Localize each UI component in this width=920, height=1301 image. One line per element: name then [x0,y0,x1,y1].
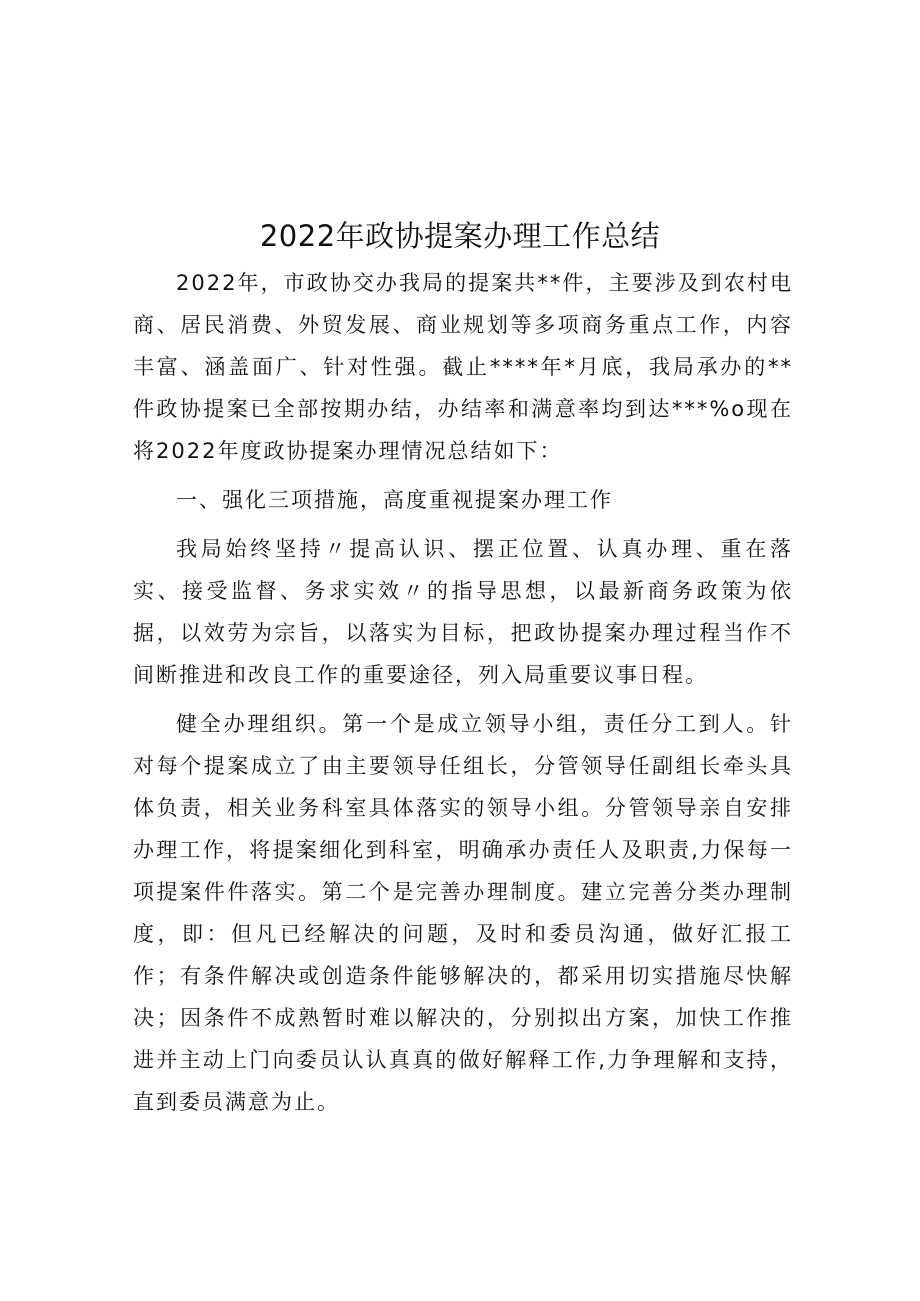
paragraph-spacer [133,521,793,528]
document-body [133,262,793,1123]
paragraph-spacer [133,696,793,703]
document-title: 2022年政协提案办理工作总结 [259,219,661,253]
intro-paragraph: 2022年，市政协交办我局的提案共**件，主要涉及到农村电商、居民消费、外贸发展、商业规划等多项商务重点工作，内容丰富、涵盖面广、针对性强。截止****年*月底，我局承办的**件政协提案已全部按期办结，办结率和满意率均到达***%o现在将2022年度政协提案办理情况总结如下： [133,271,793,463]
section1-paragraph-1: 我局始终坚持〃提高认识、摆正位置、认真办理、重在落实、接受监督、务求实效〃的指导思想，以最新商务政策为依据，以效劳为宗旨，以落实为目标，把政协提案办理过程当作不间断推进和改良工作的重要途径，列入局重要议事日程。 [133,537,793,687]
section-heading-1: 一、强化三项措施，高度重视提案办理工作 [176,488,614,512]
section1-paragraph-2: 健全办理组织。第一个是成立领导小组，责任分工到人。针对每个提案成立了由主要领导任组长，分管领导任副组长牵头具体负责，相关业务科室具体落实的领导小组。分管领导亲自安排办理工作，将提案细化到科室，明确承办责任人及职责,力保每一项提案件件落实。第二个是完善办理制度。建立完善分类办理制度，即：但凡已经解决的问题，及时和委员沟通，做好汇报工作；有条件解决或创造条件能够解决的，都采用切实措施尽快解决；因条件不成熟暂时难以解决的，分别拟出方案，加快工作推进并主动上门向委员认认真真的做好解释工作,力争理解和支持，直到委员满意为止。 [133,712,793,1114]
paragraph-spacer [133,472,793,479]
